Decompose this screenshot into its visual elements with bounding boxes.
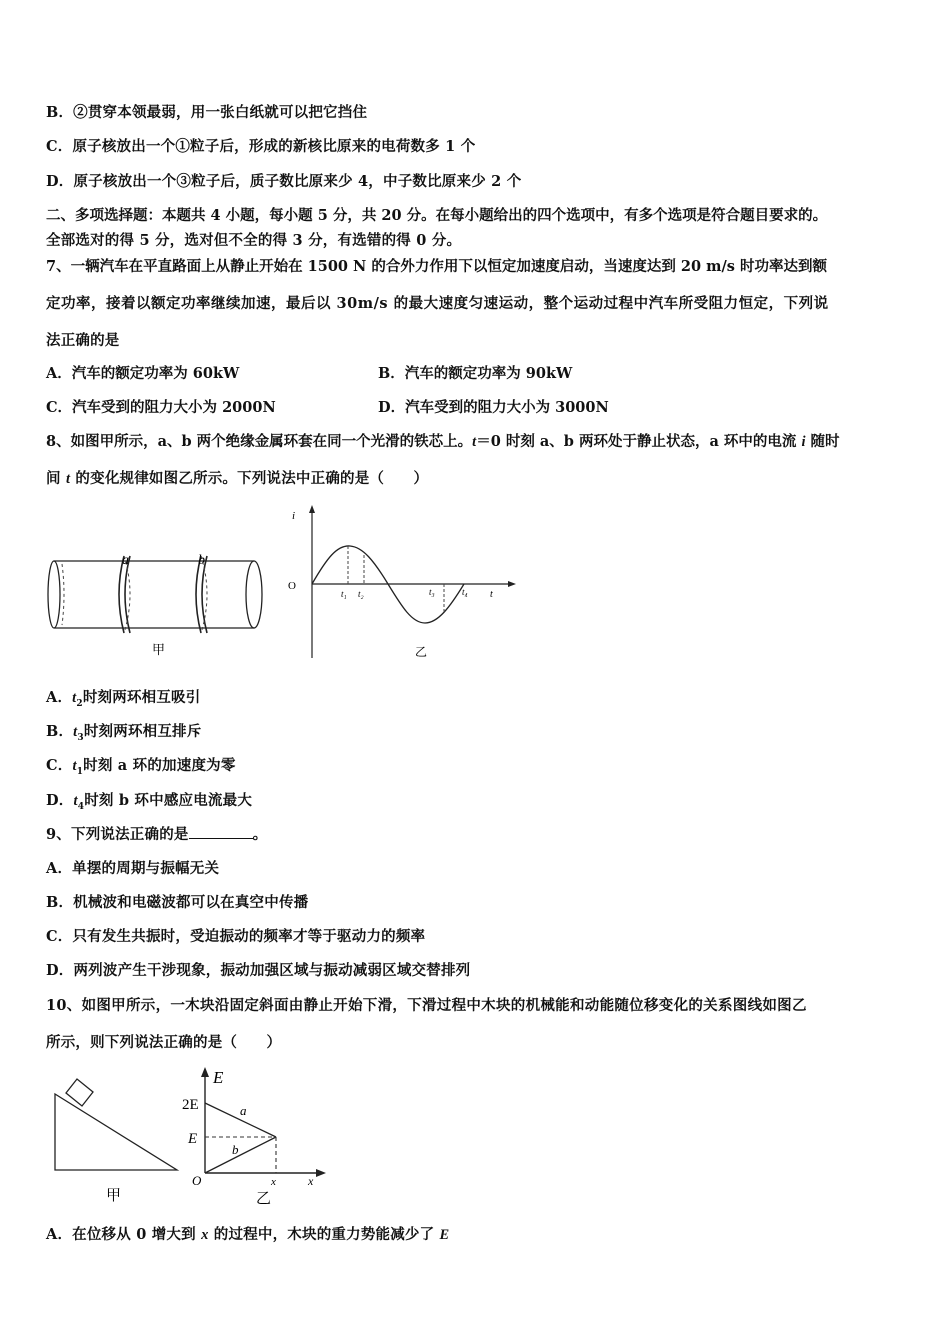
line-a-label: a	[240, 1103, 247, 1118]
q6-option-d: D．原子核放出一个③粒子后，质子数比原来少 4，中子数比原来少 2 个	[46, 173, 522, 190]
q10-stem-line1: 10、如图甲所示，一木块沿固定斜面由静止开始下滑，下滑过程中木块的机械能和动能随位移变化的关系图线如图乙	[46, 997, 807, 1014]
q6-option-c: C．原子核放出一个①粒子后，形成的新核比原来的电荷数多 1 个	[46, 138, 476, 155]
q7-option-a: A．汽车的额定功率为 60kW	[46, 365, 240, 382]
tick-t4: t₄	[462, 587, 468, 597]
tick-x: x	[271, 1176, 276, 1188]
q9-option-a: A．单摆的周期与振幅无关	[46, 860, 220, 877]
origin-label: O	[288, 580, 296, 592]
tick-E: E	[188, 1131, 198, 1147]
q8-option-c: C．$t_1$时刻 a 环的加速度为零	[46, 757, 236, 777]
q6-option-b: B．②贯穿本领最弱，用一张白纸就可以把它挡住	[46, 104, 368, 121]
figure-10-jia-caption: 甲	[106, 1188, 122, 1204]
section2-instructions-line1: 二、多项选择题：本题共 4 小题，每小题 5 分，共 20 分。在每小题给出的四个选项中，有多个选项是符合题目要求的。	[46, 207, 828, 224]
figure-10-yi-graph	[180, 1063, 330, 1211]
q8-option-b: B．$t_3$时刻两环相互排斥	[46, 723, 202, 743]
axis-i-label: i	[292, 510, 296, 522]
q9-stem: 9、下列说法正确的是 。	[46, 826, 268, 843]
q9-option-d: D．两列波产生干涉现象，振动加强区域与振动减弱区域交替排列	[46, 962, 471, 979]
origin-O-label: O	[192, 1173, 202, 1188]
q10-option-a: A．在位移从 0 增大到 x 的过程中，木块的重力势能减少了 E	[46, 1226, 450, 1243]
figure-8-jia-caption: 甲	[152, 642, 166, 657]
figure-8-yi-caption: 乙	[415, 645, 428, 659]
q7-option-b: B．汽车的额定功率为 90kW	[378, 365, 573, 382]
figure-8-yi-graph	[282, 503, 522, 663]
q7-option-c: C．汽车受到的阻力大小为 2000N	[46, 399, 276, 416]
tick-t3: t₃	[429, 587, 435, 597]
ring-a-label: a	[122, 553, 129, 568]
q7-stem-line1: 7、一辆汽车在平直路面上从静止开始在 1500 N 的合外力作用下以恒定加速度启动，当速度达到 20 m/s 时功率达到额	[46, 258, 827, 275]
q9-option-c: C．只有发生共振时，受迫振动的频率才等于驱动力的频率	[46, 928, 426, 945]
q7-stem-line2: 定功率，接着以额定功率继续加速，最后以 30m/s 的最大速度匀速运动，整个运动过程中汽车所受阻力恒定，下列说	[46, 295, 829, 312]
q8-option-a: A．$t_2$时刻两环相互吸引	[46, 689, 201, 709]
q7-option-d: D．汽车受到的阻力大小为 3000N	[378, 399, 609, 416]
figure-10-yi-caption: 乙	[256, 1191, 272, 1207]
section2-instructions-line2: 全部选对的得 5 分，选对但不全的得 3 分，有选错的得 0 分。	[46, 232, 462, 249]
figure-10-jia	[50, 1076, 182, 1206]
axis-x-label: x	[308, 1174, 314, 1188]
q7-stem-line3: 法正确的是	[46, 332, 120, 349]
q8-stem-line2: 间 t 的变化规律如图乙所示。下列说法中正确的是（ ）	[46, 470, 429, 487]
figure-8-jia	[44, 548, 274, 660]
answer-blank	[189, 824, 253, 839]
tick-2E: 2E	[182, 1097, 199, 1113]
q9-option-b: B．机械波和电磁波都可以在真空中传播	[46, 894, 309, 911]
line-b-label: b	[232, 1142, 239, 1157]
ring-b-label: b	[198, 553, 205, 568]
q8-option-d: D．$t_4$时刻 b 环中感应电流最大	[46, 792, 253, 812]
tick-t2: t₂	[358, 589, 364, 599]
q8-stem-line1: 8、如图甲所示，a、b 两个绝缘金属环套在同一个光滑的铁芯上。t＝0 时刻 a、b 两环处于静止状态，a 环中的电流 i 随时	[46, 433, 840, 450]
axis-E-label: E	[213, 1068, 224, 1087]
tick-t1: t₁	[341, 589, 347, 599]
q10-stem-line2: 所示，则下列说法正确的是（ ）	[46, 1034, 282, 1051]
axis-t-label: t	[490, 589, 493, 600]
